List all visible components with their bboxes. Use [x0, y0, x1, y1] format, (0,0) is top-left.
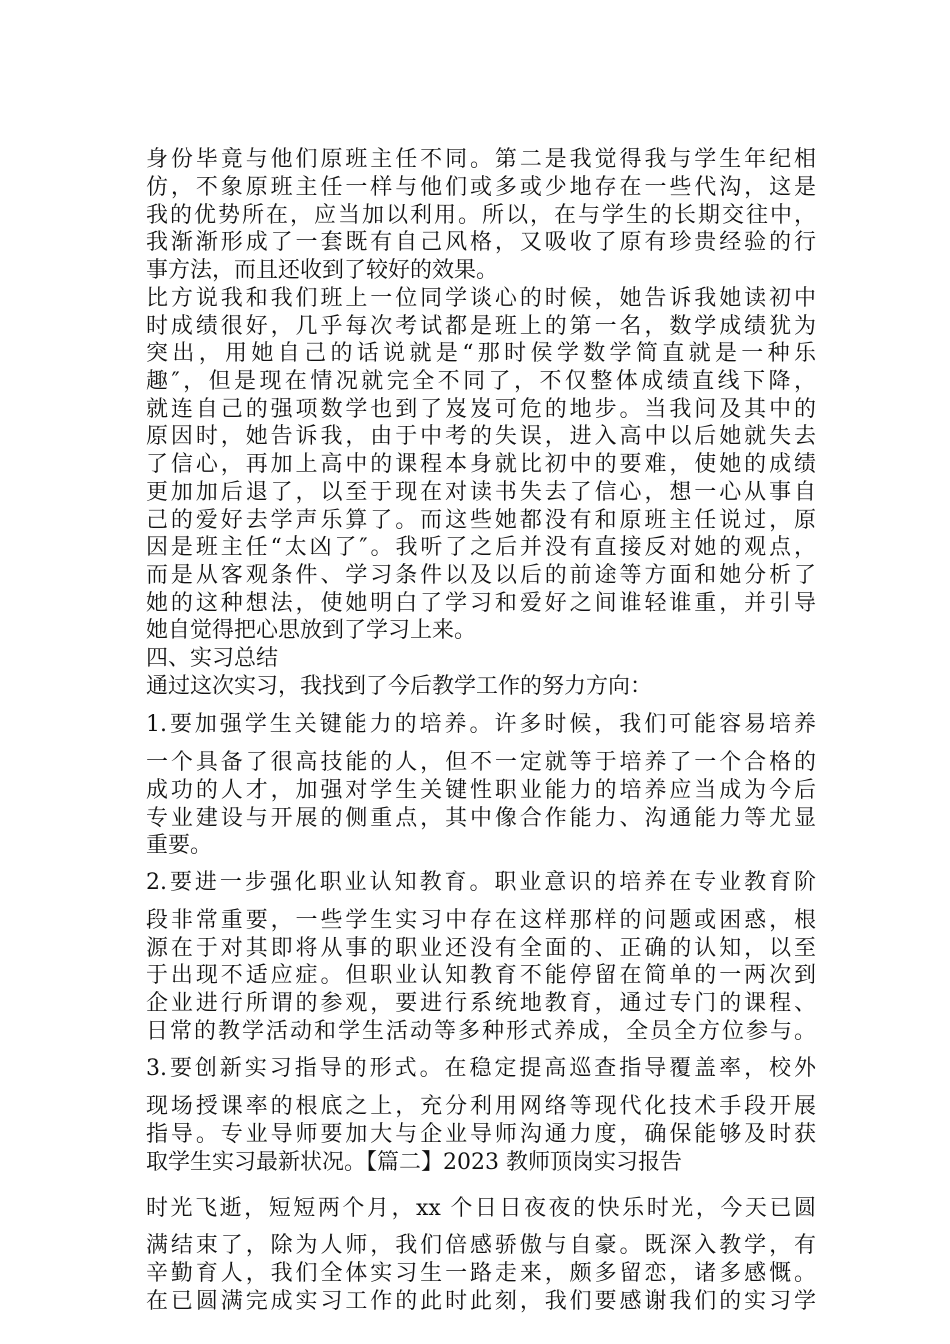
text-line: 源在于对其即将从事的职业还没有全面的、正确的认知，以至 — [146, 936, 816, 961]
text-line: 了信心，再加上高中的课程本身就比初中的要难，使她的成绩 — [146, 452, 816, 477]
text-line: 她的这种想法，使她明白了学习和爱好之间谁轻谁重，并引导 — [146, 591, 816, 616]
text-line: 事方法，而且还收到了较好的效果。 — [146, 258, 499, 283]
text-line: 时成绩很好，几乎每次考试都是班上的第一名，数学成绩犹为 — [146, 314, 816, 339]
text-line: 己的爱好去学声乐算了。而这些她都没有和原班主任说过，原 — [146, 508, 816, 533]
text-line: 辛勤育人，我们全体实习生一路走来，颇多留恋，诸多感慨。 — [146, 1261, 816, 1286]
text-line: 比方说我和我们班上一位同学谈心的时候，她告诉我她读初中 — [146, 286, 816, 311]
text-line: 更加加后退了，以至于现在对读书失去了信心，想一心从事自 — [146, 480, 816, 505]
text-line: 我渐渐形成了一套既有自己风格，又吸收了原有珍贵经验的行 — [146, 230, 816, 255]
text-line: 企业进行所谓的参观，要进行系统地教育，通过专门的课程、 — [146, 991, 816, 1016]
text-line: 就连自己的强项数学也到了岌岌可危的地步。当我问及其中的 — [146, 397, 816, 422]
text-line: 突出，用她自己的话说就是“那时侯学数学简直就是一种乐 — [146, 341, 816, 366]
text-line: 而是从客观条件、学习条件以及以后的前途等方面和她分析了 — [146, 563, 816, 588]
text-line: 取学生实习最新状况。【篇二】2023 教师顶岗实习报告 — [146, 1150, 682, 1175]
text-line: 满结束了，除为人师，我们倍感骄傲与自豪。既深入教学，有 — [146, 1233, 816, 1258]
text-line: 通过这次实习，我找到了今后教学工作的努力方向： — [146, 674, 653, 699]
text-line: 时光飞逝，短短两个月，xx 个日日夜夜的快乐时光，今天已圆 — [146, 1196, 816, 1221]
list-item-heading: 3.要创新实习指导的形式。在稳定提高巡查指导覆盖率，校外 — [146, 1056, 816, 1081]
text-line: 因是班主任“太凶了″。我听了之后并没有直接反对她的观点， — [146, 535, 816, 560]
text-line: 成功的人才，加强对学生关键性职业能力的培养应当成为今后 — [146, 778, 816, 803]
text-line: 趣″，但是现在情况就完全不同了，不仅整体成绩直线下降， — [146, 369, 816, 394]
text-line: 身份毕竟与他们原班主任不同。第二是我觉得我与学生年纪相 — [146, 147, 816, 172]
text-line: 我的优势所在，应当加以利用。所以，在与学生的长期交往中， — [146, 203, 816, 228]
text-line: 现场授课率的根底之上，充分利用网络等现代化技术手段开展 — [146, 1094, 816, 1119]
list-item-heading: 1.要加强学生关键能力的培养。许多时候，我们可能容易培养 — [146, 712, 816, 737]
text-line: 段非常重要，一些学生实习中存在这样那样的问题或困惑，根 — [146, 908, 816, 933]
text-line: 她自觉得把心思放到了学习上来。 — [146, 618, 477, 643]
text-line: 专业建设与开展的侧重点，其中像合作能力、沟通能力等尤显 — [146, 806, 816, 831]
text-line: 原因时，她告诉我，由于中考的失误，进入高中以后她就失去 — [146, 424, 816, 449]
list-item-heading: 2.要进一步强化职业认知教育。职业意识的培养在专业教育阶 — [146, 870, 816, 895]
text-line: 日常的教学活动和学生活动等多种形式养成，全员全方位参与。 — [146, 1019, 816, 1044]
text-line: 一个具备了很高技能的人，但不一定就等于培养了一个合格的 — [146, 750, 816, 775]
text-line: 仿，不象原班主任一样与他们或多或少地存在一些代沟，这是 — [146, 175, 816, 200]
text-line: 在已圆满完成实习工作的此时此刻，我们要感谢我们的实习学 — [146, 1289, 816, 1314]
text-line: 指导。专业导师要加大与企业导师沟通力度，确保能够及时获 — [146, 1122, 816, 1147]
section-heading: 四、实习总结 — [146, 646, 279, 671]
text-line: 重要。 — [146, 833, 213, 858]
text-line: 于出现不适应症。但职业认知教育不能停留在简单的一两次到 — [146, 963, 816, 988]
